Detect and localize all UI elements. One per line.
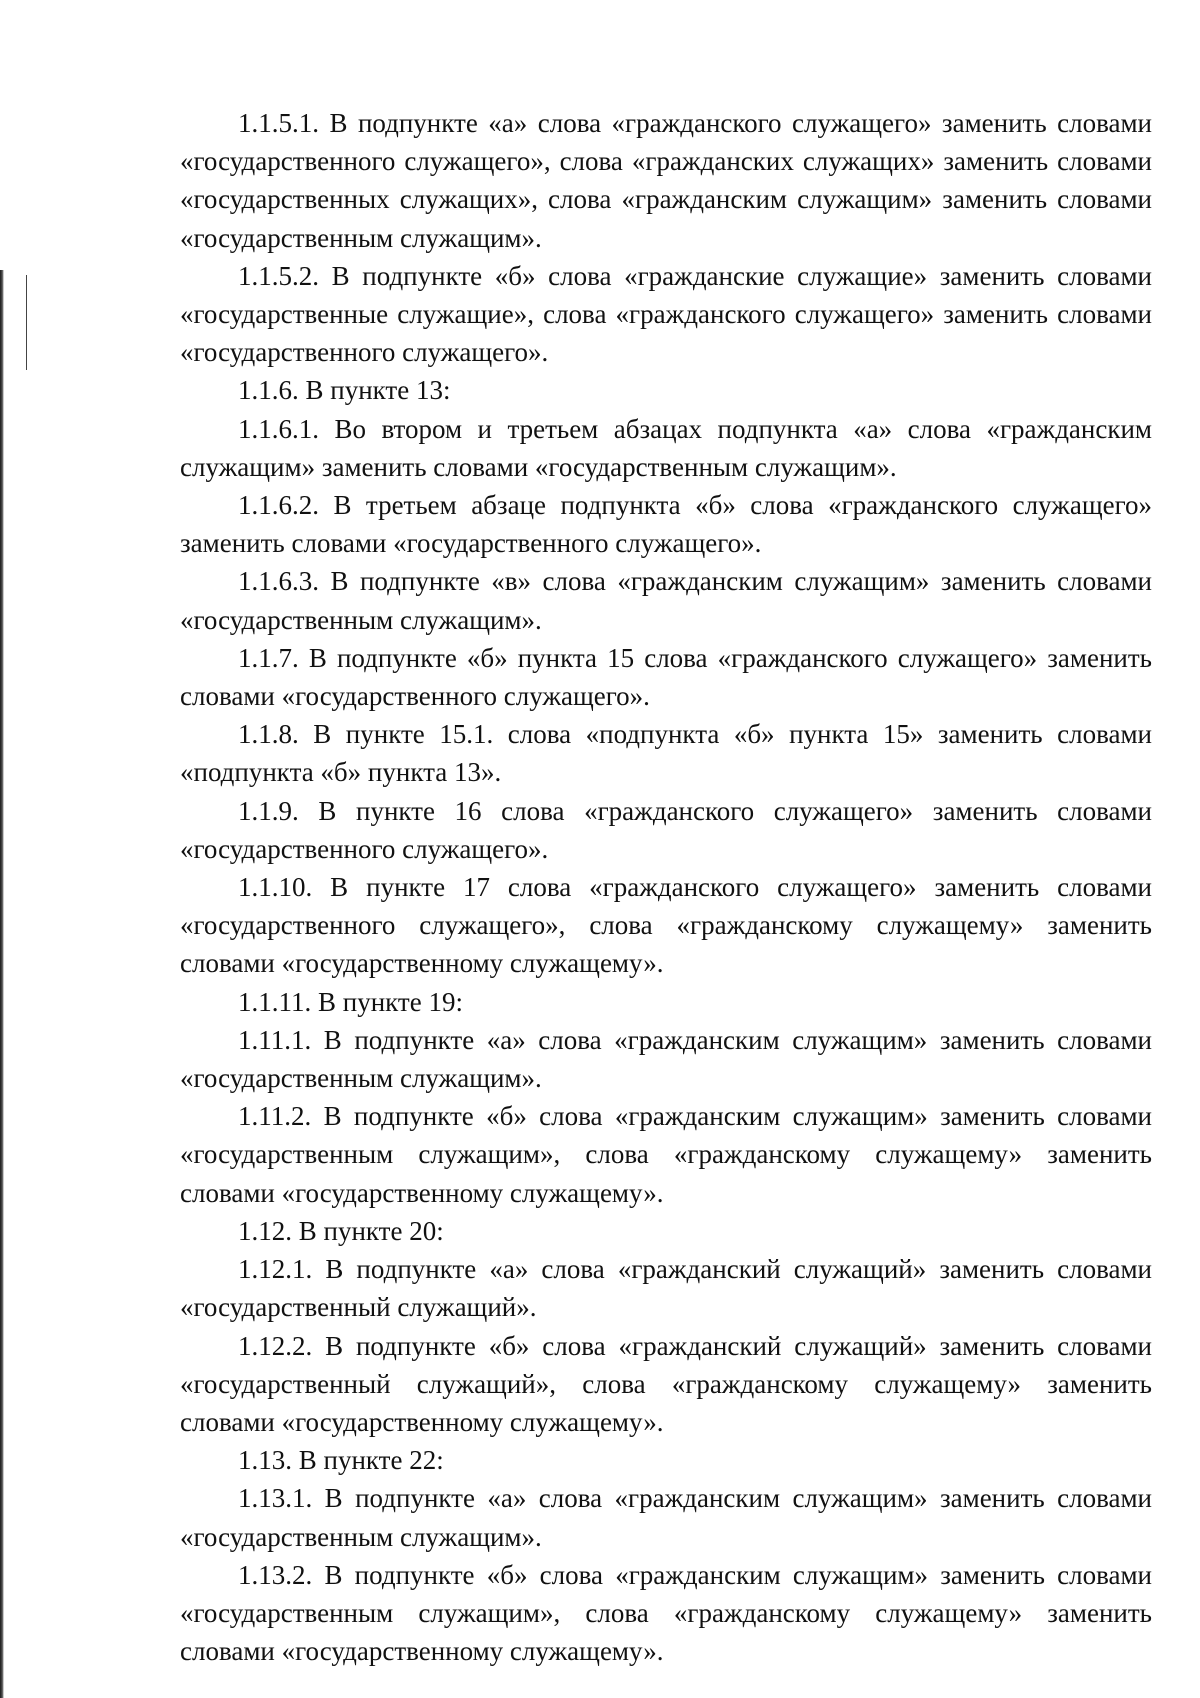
- paragraph-1-12-2: 1.12.2. В подпункте «б» слова «гражданский служащий» заменить словами «государственный служащий», слова «гражданскому служащему» заменить словами «государственному служащему».: [180, 1330, 1152, 1437]
- paragraph-1-11-1: 1.11.1. В подпункте «а» слова «гражданским служащим» заменить словами «государственным служащим».: [180, 1024, 1152, 1094]
- paragraph-1-1-7: 1.1.7. В подпункте «б» пункта 15 слова «гражданского служащего» заменить словами «государственного служащего».: [180, 642, 1152, 712]
- paragraph-1-1-5-1: 1.1.5.1. В подпункте «а» слова «гражданского служащего» заменить словами «государственного служащего», слова «гражданских служащих» заменить словами «государственных служащих», слова «гражданским служащим» заменить словами «государственным служащим».: [180, 108, 1152, 253]
- paragraph-1-1-8: 1.1.8. В пункте 15.1. слова «подпункта «б» пункта 15» заменить словами «подпункта «б» пункта 13».: [180, 719, 1152, 788]
- paragraph-1-13: 1.13. В пункте 22:: [238, 1445, 444, 1476]
- scan-edge-line: [26, 275, 27, 370]
- paragraph-1-11-2: 1.11.2. В подпункте «б» слова «гражданским служащим» заменить словами «государственным служащим», слова «гражданскому служащему» заменить словами «государственному служащему».: [180, 1101, 1152, 1208]
- paragraph-1-13-1: 1.13.1. В подпункте «а» слова «гражданским служащим» заменить словами «государственным служащим».: [180, 1483, 1152, 1552]
- document-body: [180, 104, 1152, 1670]
- paragraph-1-1-9: 1.1.9. В пункте 16 слова «гражданского служащего» заменить словами «государственного служащего».: [180, 795, 1152, 864]
- paragraph-1-12-1: 1.12.1. В подпункте «а» слова «гражданский служащий» заменить словами «государственный служащий».: [180, 1254, 1152, 1323]
- paragraph-1-12: 1.12. В пункте 20:: [238, 1215, 444, 1246]
- paragraph-1-1-6-3: 1.1.6.3. В подпункте «в» слова «гражданским служащим» заменить словами «государственным служащим».: [180, 566, 1152, 635]
- paragraph-1-1-6-2: 1.1.6.2. В третьем абзаце подпункта «б» слова «гражданского служащего» заменить словами «государственного служащего».: [180, 490, 1152, 559]
- paragraph-1-1-6: 1.1.6. В пункте 13:: [238, 375, 451, 406]
- scan-edge-shadow: [0, 270, 4, 1698]
- paragraph-1-1-10: 1.1.10. В пункте 17 слова «гражданского служащего» заменить словами «государственного служащего», слова «гражданскому служащему» заменить словами «государственному служащему».: [180, 872, 1152, 979]
- paragraph-1-1-5-2: 1.1.5.2. В подпункте «б» слова «гражданские служащие» заменить словами «государственные служащие», слова «гражданского служащего» заменить словами «государственного служащего».: [180, 260, 1152, 368]
- paragraph-1-1-6-1: 1.1.6.1. Во втором и третьем абзацах подпункта «а» слова «гражданским служащим» заменить словами «государственным служащим».: [180, 413, 1152, 482]
- paragraph-1-13-2: 1.13.2. В подпункте «б» слова «гражданским служащим» заменить словами «государственным служащим», слова «гражданскому служащему» заменить словами «государственному служащему».: [180, 1559, 1152, 1667]
- paragraph-1-1-11: 1.1.11. В пункте 19:: [238, 986, 463, 1017]
